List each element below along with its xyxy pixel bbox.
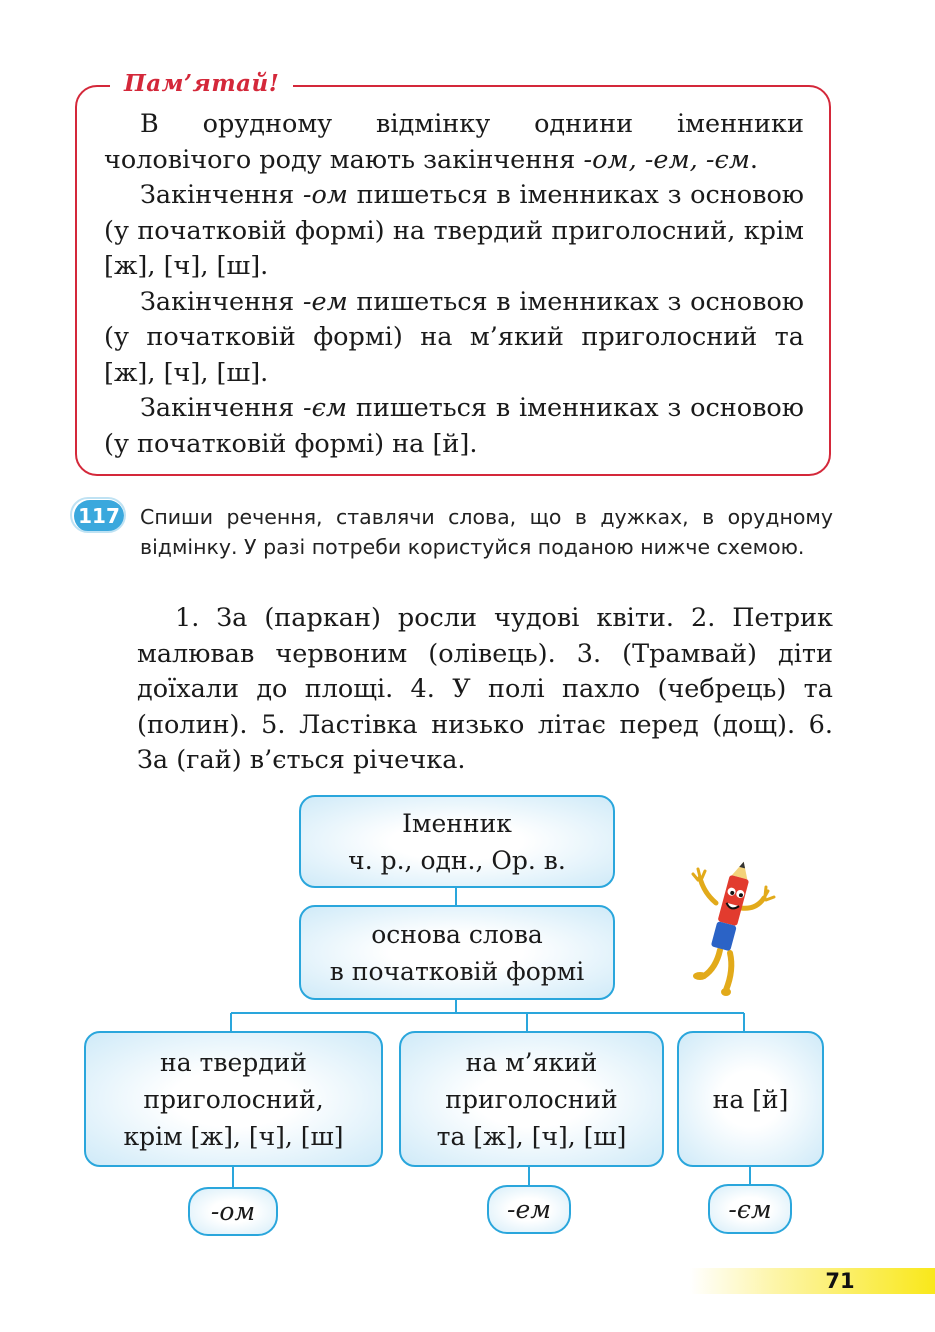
- rule-ending-yem: -єм: [303, 393, 348, 423]
- ending-yem: -єм: [708, 1184, 792, 1234]
- ending-em: -ем: [487, 1185, 571, 1234]
- rule-paragraph-4: Закінчення -єм пишеться в іменниках з основою (у початковій формі) на [й].: [104, 393, 804, 459]
- rule-paragraph-3: Закінчення -ем пишеться в іменниках з основою (у початковій формі) на м’який приголосний та [ж], [ч], [ш].: [104, 286, 804, 388]
- branch-soft-consonant: на м’який приголосний та [ж], [ч], [ш]: [399, 1031, 664, 1167]
- exercise-instruction: Спиши речення, ставлячи слова, що в дужках, в орудному відмінку. У разі потреби користуйся поданою нижче схемою.: [140, 505, 833, 559]
- diagram-root-node: Іменник ч. р., одн., Ор. в.: [299, 795, 615, 888]
- rule-ending-om: -ом: [302, 180, 348, 210]
- remember-title: Пам’ятай!: [110, 64, 293, 104]
- exercise-sentences: 1. За (паркан) росли чудові квіти. 2. Петрик малював червоним (олівець). 3. (Трамвай) діти доїхали до площі. 4. У полі пахло (чебрець) та (полин). 5. Ластівка низько літає перед (дощ). 6. За (гай) в’ється річечка.: [137, 603, 833, 775]
- rule-paragraph-2: Закінчення -ом пишеться в іменниках з основою (у початковій формі) на твердий приголосний, крім [ж], [ч], [ш].: [104, 180, 804, 281]
- diagram-stem-node: основа слова в початковій формі: [299, 905, 615, 1000]
- rule-paragraph-1: В орудному відмінку однини іменники чоловічого роду мають закінчення -ом, -ем, -єм.: [104, 109, 804, 175]
- exercise-number-badge: 117: [74, 500, 124, 532]
- pencil-character-icon: [686, 858, 782, 998]
- branch-hard-consonant: на твердий приголосний, крім [ж], [ч], [ш]: [84, 1031, 383, 1167]
- branch-y: на [й]: [677, 1031, 824, 1167]
- rule-ending-em: -ем: [302, 286, 348, 317]
- ending-om: -ом: [188, 1187, 278, 1236]
- page-number: 71: [825, 1269, 855, 1293]
- rule-endings: -ом, -ем, -єм: [583, 144, 750, 175]
